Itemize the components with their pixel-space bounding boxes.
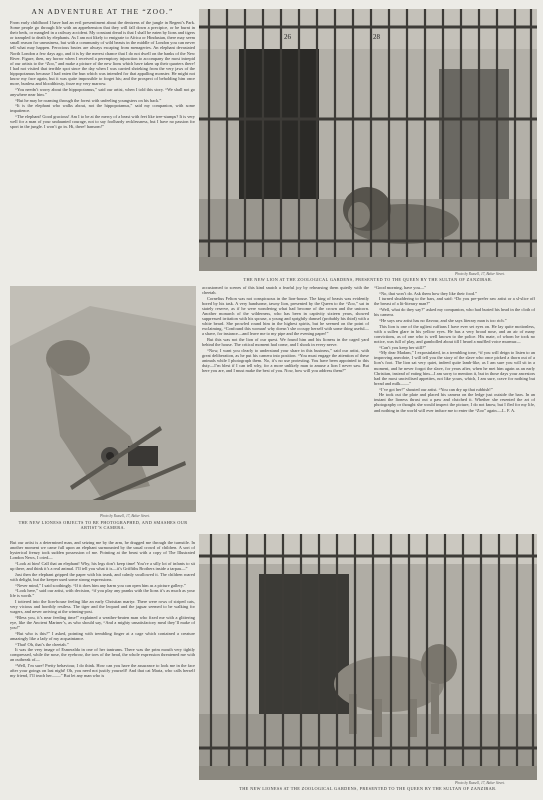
paragraph: “Good morning, have you—” <box>374 285 427 290</box>
paragraph: accustomed to scenes of this kind snatch a fearful joy by rehearsing them quietly with the cheetah. <box>202 285 369 296</box>
paragraph: He took out the plate and placed his camera on the ledge just outside the bars. In an instant the lioness thrust out a paw and clutched it. Whether she resented the art of photography or thought she would inspect the picture, I do not know, but I fled for my life, and nothing in the world will ever induce me to enter the “Zoo” again.—L. F. A. <box>374 392 535 413</box>
paragraph: “Well, what do they say?” asked my companion, who had buried his head in the cloth of his camera. <box>374 307 535 318</box>
paragraph: “It is the elephant who walks about, not the hippopotamus,” said my companion, with some impatience. <box>10 103 195 114</box>
photo-credit: Photo by Russell, 17, Baker Street. <box>455 272 505 276</box>
paragraph: “The elephant! Good gracious! Am I to be at the mercy of a beast with feet like tree-stumps? It is very well for a man of your undaunted courage, not to say foolhardy recklessness, but I have no passion for sport in the jungle. I won’t go in. Hi, there! hansom!” <box>10 114 195 130</box>
paragraph: “My dear Madam,” I expostulated, in a trembling tone, “if you will deign to listen to an improving anecdote, I will tell you the story of the slave who once picked a thorn out of a lion’s foot. The lion sat very quiet, indeed quite lamb-like, as I am sure you will sit in a moment, and he never forgot the slave, for years after, when he met him again as an early Christian, instead of eating him—I am sorry to mention it, but in those days your ancestors had the most uncivilised appetites, not like yours, which, I am sure, crave for nothing but bread and milk——” <box>374 350 535 386</box>
photo-credit: Photo by Russell, 17, Baker Street. <box>100 514 150 518</box>
paragraph: “Bless you, it’s near feeding time!” explained a weather-beaten man who fixed me with a glittering eye, like the Ancient Mariner’s, as who should say, “And a mighty unsatisfactory meal they’ll make of you!” <box>10 614 195 631</box>
paragraph: Cornelius Felton was not conspicuous in the lion-house. The king of beasts was evidently bored by his task. A very handsome, tawny lion, presented by the Queen to the “Zoo,” sat in stately reserve, as if he were wondering what had become of the crown and the unicorn. Another monarch of the wilderness, who has been in captivity sixteen years, showed suppressed irritation with his spouse, a young and sprightly damsel (probably his third) with a white beard. She prowled round him in the highest spirits, but he seemed on the point of exclaiming, “Confound this woman! why doesn’t she occupy herself with some thing useful—a shave, for instance—and leave me to my pipe and the evening paper!” <box>202 295 369 337</box>
paragraph: From early childhood I have had an evil presentiment about the denizens of the jungle in Regent’s Park. Some people go through life with an apprehension that they will fall down a precipice, or be burnt in their beds, or mangled in a railway accident. My constant dread is that I shall be eaten by lions and tigers or trampled to death by elephants. As I am not likely to emigrate to Africa or Hindustan, there may seem small reason for uneasiness, but with a community of wild beasts in the middle of London you can never tell what may happen. Ferocious brutes are always escaping from menageries. An elephant devastated North London a few days ago, and it is by the merest chance that I do not dwell on the banks of the New River. Figure, then, my horror when I received a peremptory injunction to accompany the most intrepid of our artists to the “Zoo,” and make a picture of the new lions which have taken up their quarters there! I had not visited that terrible spot since the day when I was carried shrieking from the very jaws of the hippopotamus because I had eaten the bun which was intended for that appalling monster. He might not know my face again, but it was quite impossible to forget his; and the prospect of beholding him once more, bunless and bloodthirsty, froze my very marrow. <box>10 20 195 87</box>
lion-photo <box>199 9 537 271</box>
paragraph: Just then the elephant gripped the paper with his trunk, and calmly swallowed it. The children roared with delight, but the keeper used some strong expressions. <box>10 571 195 582</box>
paragraph: “No, that won’t do. Ask them how they like their food.” <box>379 290 478 296</box>
column-3 <box>374 285 535 521</box>
photo-caption: THE NEW LION AT THE ZOOLOGICAL GARDENS, PRESENTED TO THE QUEEN BY THE SULTAN OF ZANZIBAR. <box>243 277 493 282</box>
paragraph: This lion is one of the ugliest ruffians I have ever set eyes on. He lay quite motionless, with a sullen glare in his yellow eyes. He has a very broad nose, and an air of many convictions, as of one who is well known to the police. His mate, of whom he took no notice, was full of play, and gambolled about till I heard a muffled voice murmur— <box>374 323 535 344</box>
lioness-standing-photo <box>199 534 537 780</box>
paragraph: But our artist is a determined man, and seizing me by the arm, he dragged me through the turnstile. In another moment we came full upon an elephant surmounted by the usual crowd of children. A sort of hysterical frenzy took sudden possession of me. Pointing at the beast with a copy of The Illustrated London News, I cried— <box>10 540 195 561</box>
column-2 <box>202 285 369 521</box>
photo-caption: THE NEW LIONESS OBJECTS TO BE PHOTOGRAPHED, AND SMASHES OUR ARTIST’S CAMERA. <box>18 520 188 530</box>
lioness-camera-illustration <box>10 286 196 512</box>
paragraph: But this was not the lion of our quest. We found him and his lioness in the caged yard behind the house. The critical moment had come, and I shook in every nerve. <box>202 337 369 348</box>
paragraph: I tottered into the lion-house feeling like an early Christian martyr. There were rows of striped cats, very vicious and horribly restless. The tiger and the leopard and the jaguar seemed to be walking for wagers, and never arriving at the winning-post. <box>10 599 195 615</box>
paragraph: “But he may be roaming through the forest with unfeeling youngsters on his back.” <box>15 97 162 103</box>
paragraph: “Never mind,” I said soothingly. “If it does him any harm you can open him as a picture gallery.” <box>15 582 186 588</box>
paragraph: I turned shuddering to the bars, and said: “Do you pre-prefer raw artist or a sl-slice off the breast of a lit-literary man?” <box>374 296 535 307</box>
lion-cage-illustration <box>199 9 537 271</box>
article-title: AN ADVENTURE AT THE “ZOO.” <box>31 7 174 16</box>
cage-number: 28 <box>373 33 380 41</box>
photo-credit: Photo by Russell, 17, Baker Street. <box>455 781 505 785</box>
photo-caption: THE NEW LIONESS AT THE ZOOLOGICAL GARDENS, PRESENTED TO THE QUEEN BY THE SULTAN OF ZANZIBAR. <box>239 786 497 791</box>
paragraph: “He says raw artist has no flavour, and she says literary man is too rich.” <box>379 317 507 323</box>
paragraph: “You needn’t worry about the hippopotamus,” said our artist, when I told this story. “We shall not go anywhere near him.” <box>10 86 195 97</box>
paragraph: “Well, I’m sure! Pretty behaviour, I do think. How can you have the assurance to look me in the face after your goings on last night! Oh, you need not justify yourself! And that cat Maria, who calls herself my friend, I’ll teach her——” But let any man who is <box>10 663 195 679</box>
paragraph: “Now, I want you clearly to understand your share in this business,” said our artist, with great deliberation, as he put his camera into position. “You must engage the attention of these animals while I photograph them. No, it’s no use protesting. You have been appointed to this duty—I’m blest if I can tell why, for a more unlikely man to amuse a lion I never saw. But here you are, and I must make the best of you. Now, how will you address them?” <box>202 347 369 374</box>
lioness-camera-photo <box>10 286 196 512</box>
column-4 <box>10 540 195 795</box>
paragraph: “That! Oh, that’s the cheetah.” <box>15 641 69 647</box>
paragraph: “Can’t you keep her still?” <box>379 344 426 350</box>
cage-number: 26 <box>284 33 291 41</box>
paragraph: “Look here,” said our artist, with decision, “if you play any pranks with the lions it’s as much as your life is worth.” <box>10 588 195 599</box>
paragraph: “Look at him! Call that an elephant! Why, his legs don’t keep time! You’re a silly lot of infants to sit up there, and think it’s a real animal. I’ll tell you what it is—it’s Griffiths Brothers inside a tarpau—” <box>10 560 195 572</box>
paragraph: It was the very image of Esmeralda in one of her tantrums. There was the prim mouth very tightly compressed, while the nose, the eyebrow, the toes of the head, the whole expression threatened me with an outbreak of— <box>10 647 195 663</box>
paragraph: “But who is this?” I asked, pointing with trembling finger at a cage which contained a creature amazingly like a lady of my acquaintance. <box>10 630 195 641</box>
lioness-cage-illustration <box>199 534 537 780</box>
column-1 <box>10 20 195 268</box>
paragraph: “I’ve got her!” shouted our artist. “You can dry up that rubbish!” <box>379 386 493 392</box>
